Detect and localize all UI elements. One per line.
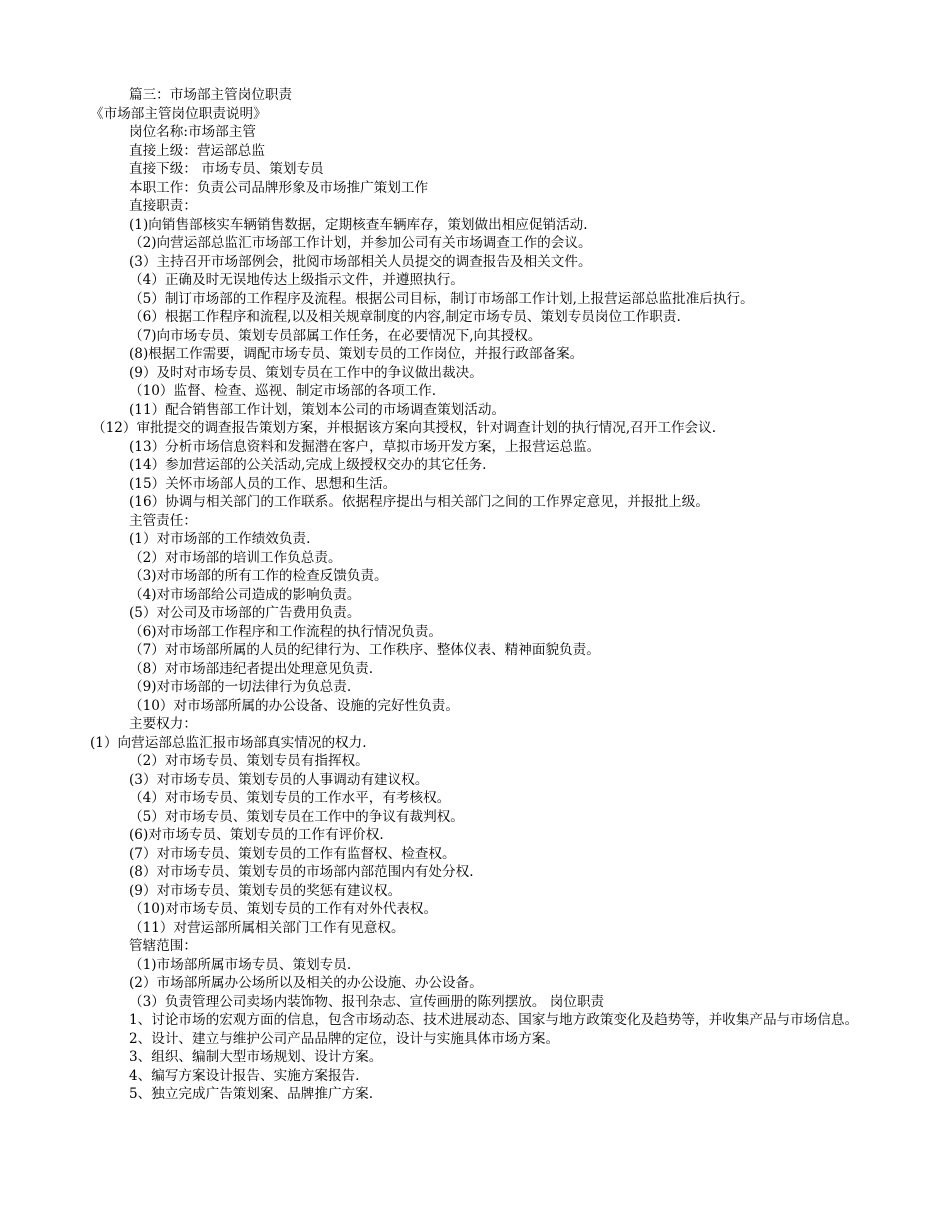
text-line: 篇三：市场部主管岗位职责	[129, 87, 293, 103]
text-line: (3）对市场专员、策划专员的人事调动有建议权。	[129, 771, 429, 788]
text-line: (15）关怀市场部人员的工作、思想和生活。	[129, 475, 397, 492]
text-line: (9）对市场专员、策划专员的奖惩有建议权。	[129, 882, 402, 899]
text-line: (16）协调与相关部门的工作联系。依据程序提出与相关部门之间的工作界定意见，并报批上级。	[129, 494, 709, 510]
text-line: 本职工作：负责公司品牌形象及市场推广策划工作	[129, 179, 429, 196]
text-line: （4)对市场部给公司造成的影响负责。	[129, 586, 361, 603]
document-body	[90, 86, 860, 1104]
text-line: （6)对市场部工作程序和工作流程的执行情况负责。	[129, 623, 443, 640]
text-line: (1）向营运部总监汇报市场部真实情况的权力.	[90, 734, 367, 751]
text-line: (14）参加营运部的公关活动,完成上级授权交办的其它任务.	[129, 457, 487, 473]
text-line: (5）对公司及市场部的广告费用负责。	[129, 605, 361, 621]
text-line: 岗位名称:市场部主管	[129, 124, 256, 140]
text-line: 主要权力：	[129, 716, 197, 732]
text-line: （10）监督、检查、巡视、制定市场部的各项工作.	[129, 383, 437, 399]
text-line: （2)向营运部总监汇市场部工作计划，并参加公司有关市场调查工作的会议。	[129, 235, 592, 251]
text-line: （2）对市场专员、策划专员有指挥权。	[129, 753, 369, 769]
text-line: （5）对市场专员、策划专员在工作中的争议有裁判权。	[129, 808, 464, 825]
text-line: (1）对市场部的工作绩效负责.	[129, 531, 311, 547]
text-line: 5、独立完成广告策划案、品牌推广方案.	[129, 1086, 374, 1102]
text-line: 3、组织、编制大型市场规划、设计方案。	[129, 1049, 383, 1065]
text-line: 《市场部主管岗位职责说明》	[90, 105, 267, 122]
text-line: (9）及时对市场专员、策划专员在工作中的争议做出裁决。	[129, 364, 483, 381]
text-line: （3）负责管理公司卖场内装饰物、报刊杂志、宣传画册的陈列摆放。 岗位职责	[129, 993, 605, 1010]
text-line: 1、讨论市场的宏观方面的信息，包含市场动态、技术进展动态、国家与地方政策变化及趋势等，并收集产品与市场信息。	[129, 1012, 859, 1028]
text-line: （7）对市场部所属的人员的纪律行为、工作秩序、整体仪表、精神面貌负责。	[129, 642, 600, 658]
text-line: （5）制订市场部的工作程序及流程。根据公司目标，制订市场部工作计划,上报营运部总监批准后执行。	[129, 290, 754, 307]
text-line: 4、编写方案设计报告、实施方案报告.	[129, 1067, 360, 1084]
text-line: 2、设计、建立与维护公司产品品牌的定位，设计与实施具体市场方案。	[129, 1030, 560, 1047]
text-line: (6)对市场专员、策划专员的工作有评价权.	[129, 827, 384, 843]
text-line: （4）正确及时无误地传达上级指示文件，并遵照执行。	[129, 272, 464, 288]
text-line: (7）对市场专员、策划专员的工作有监督权、检查权。	[129, 845, 456, 862]
text-line: (11）配合销售部工作计划，策划本公司的市场调查策划活动。	[129, 401, 506, 418]
text-line: (1)向销售部核实车辆销售数据，定期核查车辆库存，策划做出相应促销活动.	[129, 216, 588, 233]
text-line: （3)对市场部的所有工作的检查反馈负责。	[129, 568, 388, 584]
text-line: (8)根据工作需要，调配市场专员、策划专员的工作岗位，并报行政部备案。	[129, 346, 584, 362]
text-line: （10）对市场部所属的办公设备、设施的完好性负责。	[129, 697, 459, 714]
text-line: （2）对市场部的培训工作负总责。	[129, 549, 342, 566]
text-line: (3）主持召开市场部例会，批阅市场部相关人员提交的调查报告及相关文件。	[129, 253, 592, 270]
text-line: 直接下级： 市场专员、策划专员	[129, 161, 324, 177]
text-line: (8）对市场专员、策划专员的市场部内部范围内有处分权.	[129, 864, 474, 880]
text-line: （8）对市场部违纪者提出处理意见负责.	[129, 660, 374, 677]
text-line: （1)市场部所属市场专员、策划专员.	[129, 956, 352, 973]
text-line: （11）对营运部所属相关部门工作有见意权。	[129, 919, 405, 936]
text-line: 管辖范围：	[129, 938, 197, 954]
text-line: (13）分析市场信息资料和发掘潜在客户，草拟市场开发方案，上报营运总监。	[129, 438, 601, 455]
text-line: （12）审批提交的调查报告策划方案，并根据该方案向其授权，针对调查计划的执行情况,召开工作会议.	[92, 420, 717, 436]
text-line: （9)对市场部的一切法律行为负总责.	[129, 679, 352, 695]
text-line: （7)向市场专员、策划专员部属工作任务，在必要情况下,向其授权。	[129, 327, 542, 344]
text-line: （4）对市场专员、策划专员的工作水平，有考核权。	[129, 790, 451, 806]
text-line: 直接职责：	[129, 198, 197, 214]
text-line: （10)对市场专员、策划专员的工作有对外代表权。	[129, 901, 438, 917]
text-line: 主管责任：	[129, 512, 197, 529]
text-line: （6）根据工作程序和流程,以及相关规章制度的内容,制定市场专员、策划专员岗位工作职责.	[129, 309, 681, 325]
text-line: 直接上级：营运部总监	[129, 142, 265, 159]
text-line: (2）市场部所属办公场所以及相关的办公设施、办公设备。	[129, 975, 483, 991]
